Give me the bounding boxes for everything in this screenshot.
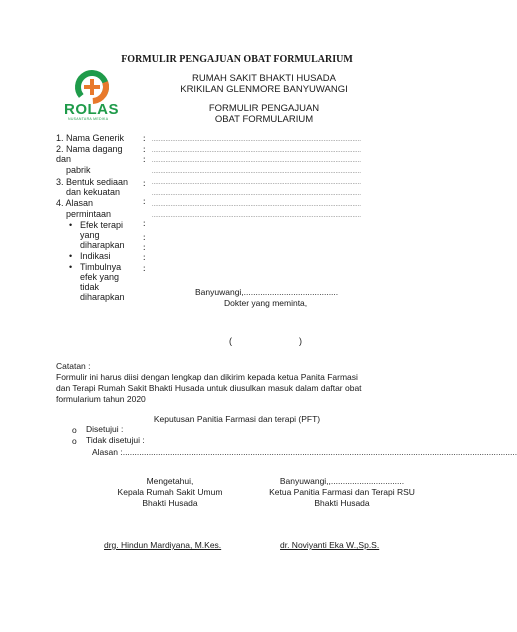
bullet-therapy-effect: • Efek terapi <box>80 220 123 230</box>
hospital-head-role: Kepala Rumah Sakit Umum <box>117 487 223 497</box>
requesting-doctor-label: Dokter yang meminta, <box>224 298 308 308</box>
colon: : <box>143 218 146 228</box>
form-title-line1: FORMULIR PENGAJUAN <box>208 103 320 114</box>
logo-subtext: NUSANTARA MEDIKA <box>68 117 109 121</box>
hospital-head-org: Bhakti Husada <box>142 498 198 508</box>
colon: : <box>143 232 146 242</box>
field-label-dosage-form: 3. Bentuk sediaan <box>56 177 129 187</box>
hospital-address: KRIKILAN GLENMORE BANYUWANGI <box>180 84 348 95</box>
fill-line-reason-2[interactable]: ........................................................................................................................... <box>152 213 362 219</box>
field-label-request: permintaan <box>66 209 112 219</box>
fill-line-manufacturer-2[interactable]: ........................................................................................................................... <box>152 169 362 175</box>
fill-line-reason[interactable]: ........................................................................................................................... <box>152 202 362 208</box>
ack-label: Mengetahui, <box>146 476 194 486</box>
committee-chair-role: Ketua Panitia Farmasi dan Terapi RSU <box>269 487 415 497</box>
bullet-side-effect-4: diharapkan <box>80 292 125 302</box>
bullet-therapy-effect-2: yang <box>80 230 100 240</box>
colon: : <box>143 178 146 188</box>
rejected-option[interactable]: Tidak disetujui : <box>86 435 145 445</box>
bullet-side-effect-3: tidak <box>80 282 100 292</box>
bullet-indication: • Indikasi <box>80 251 111 261</box>
colon: : <box>143 144 146 154</box>
colon: : <box>143 242 146 252</box>
hospital-logo <box>60 70 124 122</box>
notes-line-3: formularium tahun 2020 <box>56 394 146 404</box>
committee-chair-org: Bhakti Husada <box>314 498 370 508</box>
fill-line-generic[interactable]: ........................................................................................................................... <box>152 137 362 143</box>
notes-line-1: Formulir ini harus diisi dengan lengkap dan dikirim kepada ketua Panita Farmasi <box>56 372 358 382</box>
hospital-name: RUMAH SAKIT BHAKTI HUSADA <box>192 73 336 84</box>
approved-option[interactable]: Disetujui : <box>86 424 124 434</box>
document-title: FORMULIR PENGAJUAN OBAT FORMULARIUM <box>121 54 353 65</box>
fill-line-dosage[interactable]: ........................................................................................................................... <box>152 180 362 186</box>
signature-paren-close: ) <box>299 336 302 346</box>
colon: : <box>143 196 146 206</box>
approved-bullet: o <box>72 425 77 435</box>
fill-line-strength[interactable]: ........................................................................................................................... <box>152 191 362 197</box>
fill-line-manufacturer[interactable]: ........................................................................................................................... <box>152 158 362 164</box>
bullet-therapy-effect-3: diharapkan <box>80 240 125 250</box>
field-label-reason: 4. Alasan <box>56 198 94 208</box>
field-label-brand-and: dan <box>56 154 72 164</box>
rolas-logo-icon <box>60 70 124 104</box>
field-label-manufacturer: pabrik <box>66 165 91 175</box>
colon: : <box>143 133 146 143</box>
field-label-strength: dan kekuatan <box>66 187 121 197</box>
committee-place-date: Banyuwangi,,............................... <box>279 476 405 486</box>
decision-title: Keputusan Panitia Farmasi dan terapi (PFT) <box>153 414 321 424</box>
rejection-reason-line[interactable]: Alasan :....................................................................................................................................................................... <box>92 447 517 457</box>
logo-text: ROLAS <box>64 101 119 118</box>
notes-line-2: dan Terapi Rumah Sakit Bhakti Husada untuk diusulkan masuk dalam daftar obat <box>56 383 362 393</box>
place-date: Banyuwangi,........................................ <box>195 287 339 297</box>
colon: : <box>143 154 146 164</box>
notes-heading: Catatan : <box>56 361 91 371</box>
form-title-line2: OBAT FORMULARIUM <box>214 114 314 125</box>
colon: : <box>143 252 146 262</box>
signature-paren-open: ( <box>229 336 232 346</box>
fill-line-brand[interactable]: ........................................................................................................................... <box>152 148 362 154</box>
field-label-brand: 2. Nama dagang <box>56 144 123 154</box>
bullet-side-effect-2: efek yang <box>80 272 120 282</box>
hospital-head-name: drg. Hindun Mardiyana, M.Kes. <box>104 540 222 550</box>
colon: : <box>143 263 146 273</box>
field-label-generic: 1. Nama Generik <box>56 133 125 143</box>
rejected-bullet: o <box>72 436 77 446</box>
bullet-side-effect: • Timbulnya <box>80 262 121 272</box>
committee-chair-name: dr. Noviyanti Eka W.,Sp.S. <box>280 540 380 550</box>
